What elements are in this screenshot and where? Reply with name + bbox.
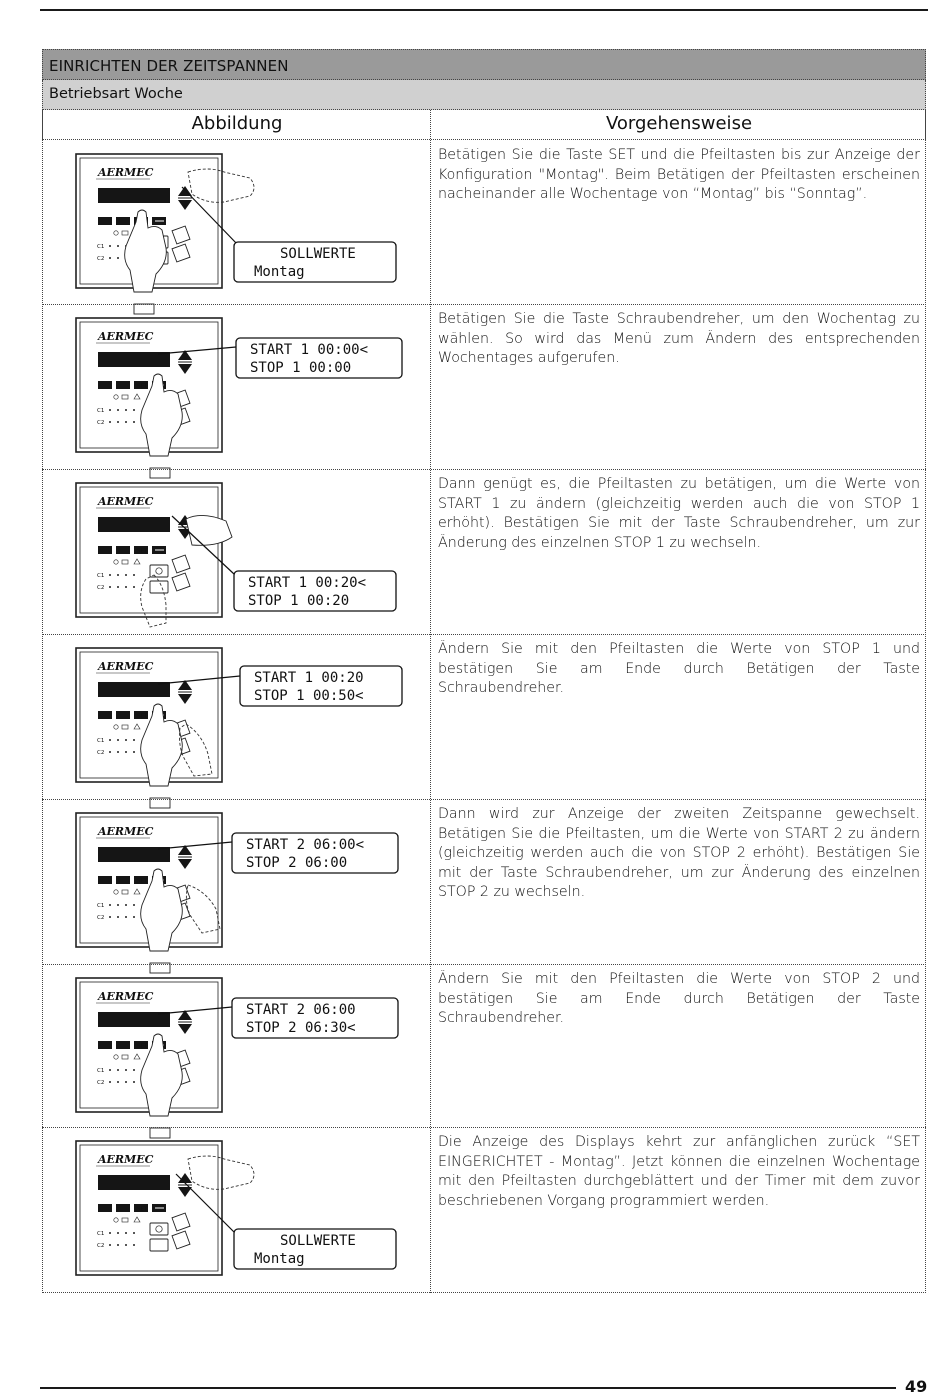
step-instruction: Dann genügt es, die Pfeiltasten zu betätigen, um die Werte von START 1 zu ändern (gleichzeitig werden auch die von STOP 1 erhöht). Bestätigen Sie mit der Taste Schraubendreher, um zur Änderung des einzelnen STOP 1 zu wechseln. (438, 476, 920, 551)
subsection-title: Betriebsart Woche (42, 80, 926, 110)
brand-logo: AERMEC (98, 166, 154, 179)
display-line-1: START 2 06:00 (246, 1002, 356, 1018)
c1-label: C1 (97, 1231, 105, 1237)
controller-panel-illustration (76, 644, 410, 794)
key-2 (116, 1204, 130, 1212)
lcd-display (98, 1175, 170, 1190)
column-header-row (42, 110, 926, 140)
key-2 (116, 876, 130, 884)
key-1 (98, 1041, 112, 1049)
display-line-2: STOP 1 00:00 (250, 360, 352, 376)
key-1 (98, 217, 112, 225)
step-illustration (76, 479, 410, 629)
column-header-procedure: Vorgehensweise (605, 113, 753, 134)
controller-panel-illustration (76, 314, 410, 464)
svg-text:SET: SET (137, 1043, 148, 1050)
brand-logo: AERMEC (98, 1153, 154, 1166)
c1-label: C1 (97, 573, 105, 579)
step-row (42, 964, 926, 1127)
controller-panel-illustration (76, 150, 410, 300)
c2-label: C2 (97, 585, 105, 591)
key-2 (116, 217, 130, 225)
step-illustration (76, 644, 410, 794)
key-2 (116, 381, 130, 389)
step-instruction: Betätigen Sie die Taste SET und die Pfeiltasten bis zur Anzeige der Konfiguration "Montag". Beim Betätigen der Pfeiltasten erscheinen nacheinander alle Wochentage von “Montag” bis “Sonntag”. (438, 147, 920, 203)
step-illustration (76, 974, 410, 1124)
key-2 (116, 546, 130, 554)
lcd-display (98, 517, 170, 532)
step-row (42, 799, 926, 964)
controller-panel-illustration (76, 809, 410, 959)
svg-text:SET: SET (137, 713, 148, 720)
c2-label: C2 (97, 420, 105, 426)
hand-icon (186, 515, 232, 545)
brand-logo: AERMEC (98, 990, 154, 1003)
brand-logo: AERMEC (98, 825, 154, 838)
step-row (42, 1127, 926, 1292)
top-rule (40, 9, 928, 11)
display-line-1: START 1 00:20 (254, 670, 364, 686)
c2-label: C2 (97, 1243, 105, 1249)
key-1 (98, 711, 112, 719)
key-1 (98, 381, 112, 389)
step-instruction: Dann wird zur Anzeige der zweiten Zeitspanne gewechselt. Betätigen Sie die Pfeiltasten, um die Werte von START 2 zu ändern (gleichzeitig werden auch die von STOP 2 erhöht). Bestätigen Sie mit der Taste Schraubendreher, um zur Änderung des einzelnen STOP 2 zu wechseln. (438, 806, 920, 901)
display-line-2: Montag (254, 264, 305, 280)
controller-panel-illustration (76, 1137, 410, 1287)
svg-text:SET: SET (137, 548, 148, 555)
c1-label: C1 (97, 903, 105, 909)
step-instruction: Ändern Sie mit den Pfeiltasten die Werte von STOP 2 und bestätigen Sie am Ende durch Betätigen der Taste Schraubendreher. (438, 971, 920, 1027)
step-row (42, 140, 926, 304)
svg-text:SET: SET (137, 1206, 148, 1213)
c2-label: C2 (97, 750, 105, 756)
key-2 (116, 711, 130, 719)
instruction-table (42, 49, 926, 1293)
controller-panel-illustration (76, 974, 410, 1124)
step-instruction: Betätigen Sie die Taste Schraubendreher, um den Wochentag zu wählen. So wird das Menü zum Ändern des entsprechenden Wochentages aufgerufen. (438, 311, 920, 367)
section-title: EINRICHTEN DER ZEITSPANNEN (42, 49, 926, 80)
controller-panel-illustration (76, 479, 410, 629)
step-illustration (76, 1137, 410, 1287)
c1-label: C1 (97, 1068, 105, 1074)
power-key (150, 1223, 168, 1235)
display-line-2: STOP 1 00:50< (254, 688, 364, 704)
bottom-rule (40, 1387, 896, 1389)
display-line-1: START 1 00:20< (248, 575, 367, 591)
display-line-1: START 2 06:00< (246, 837, 365, 853)
key-1 (98, 1204, 112, 1212)
c2-label: C2 (97, 915, 105, 921)
column-header-illustration: Abbildung (191, 113, 283, 134)
c1-label: C1 (97, 244, 105, 250)
key-1 (98, 876, 112, 884)
lcd-display (98, 188, 170, 203)
step-illustration (76, 314, 410, 464)
page-number: 49 (905, 1377, 928, 1395)
step-row (42, 469, 926, 634)
info-key (150, 581, 168, 593)
svg-text:SET: SET (137, 878, 148, 885)
c1-label: C1 (97, 408, 105, 414)
c2-label: C2 (97, 256, 105, 262)
svg-text:SET: SET (137, 383, 148, 390)
step-illustration (76, 809, 410, 959)
brand-logo: AERMEC (98, 660, 154, 673)
display-line-2: Montag (254, 1251, 305, 1267)
key-1 (98, 546, 112, 554)
c1-label: C1 (97, 738, 105, 744)
step-instruction: Ändern Sie mit den Pfeiltasten die Werte von STOP 1 und bestätigen Sie am Ende durch Betätigen der Taste Schraubendreher. (438, 641, 920, 697)
display-line-1: SOLLWERTE (280, 246, 356, 262)
brand-logo: AERMEC (98, 330, 154, 343)
display-line-1: SOLLWERTE (280, 1233, 356, 1249)
display-line-2: STOP 2 06:30< (246, 1020, 356, 1036)
step-row (42, 634, 926, 799)
c2-label: C2 (97, 1080, 105, 1086)
step-row (42, 304, 926, 469)
display-line-1: START 1 00:00< (250, 342, 369, 358)
display-line-2: STOP 1 00:20 (248, 593, 350, 609)
info-key (150, 1239, 168, 1251)
display-line-2: STOP 2 06:00 (246, 855, 348, 871)
key-2 (116, 1041, 130, 1049)
brand-logo: AERMEC (98, 495, 154, 508)
step-illustration (76, 150, 410, 300)
table-border-bottom (42, 1292, 926, 1293)
step-instruction: Die Anzeige des Displays kehrt zur anfänglichen zurück “SET EINGERICHTET - Montag”. Jetzt können die einzelnen Wochentage mit den Pfeiltasten durchgeblättert und der Timer mit dem zuvor beschriebenen Vorgang programmiert werden. (438, 1134, 920, 1209)
